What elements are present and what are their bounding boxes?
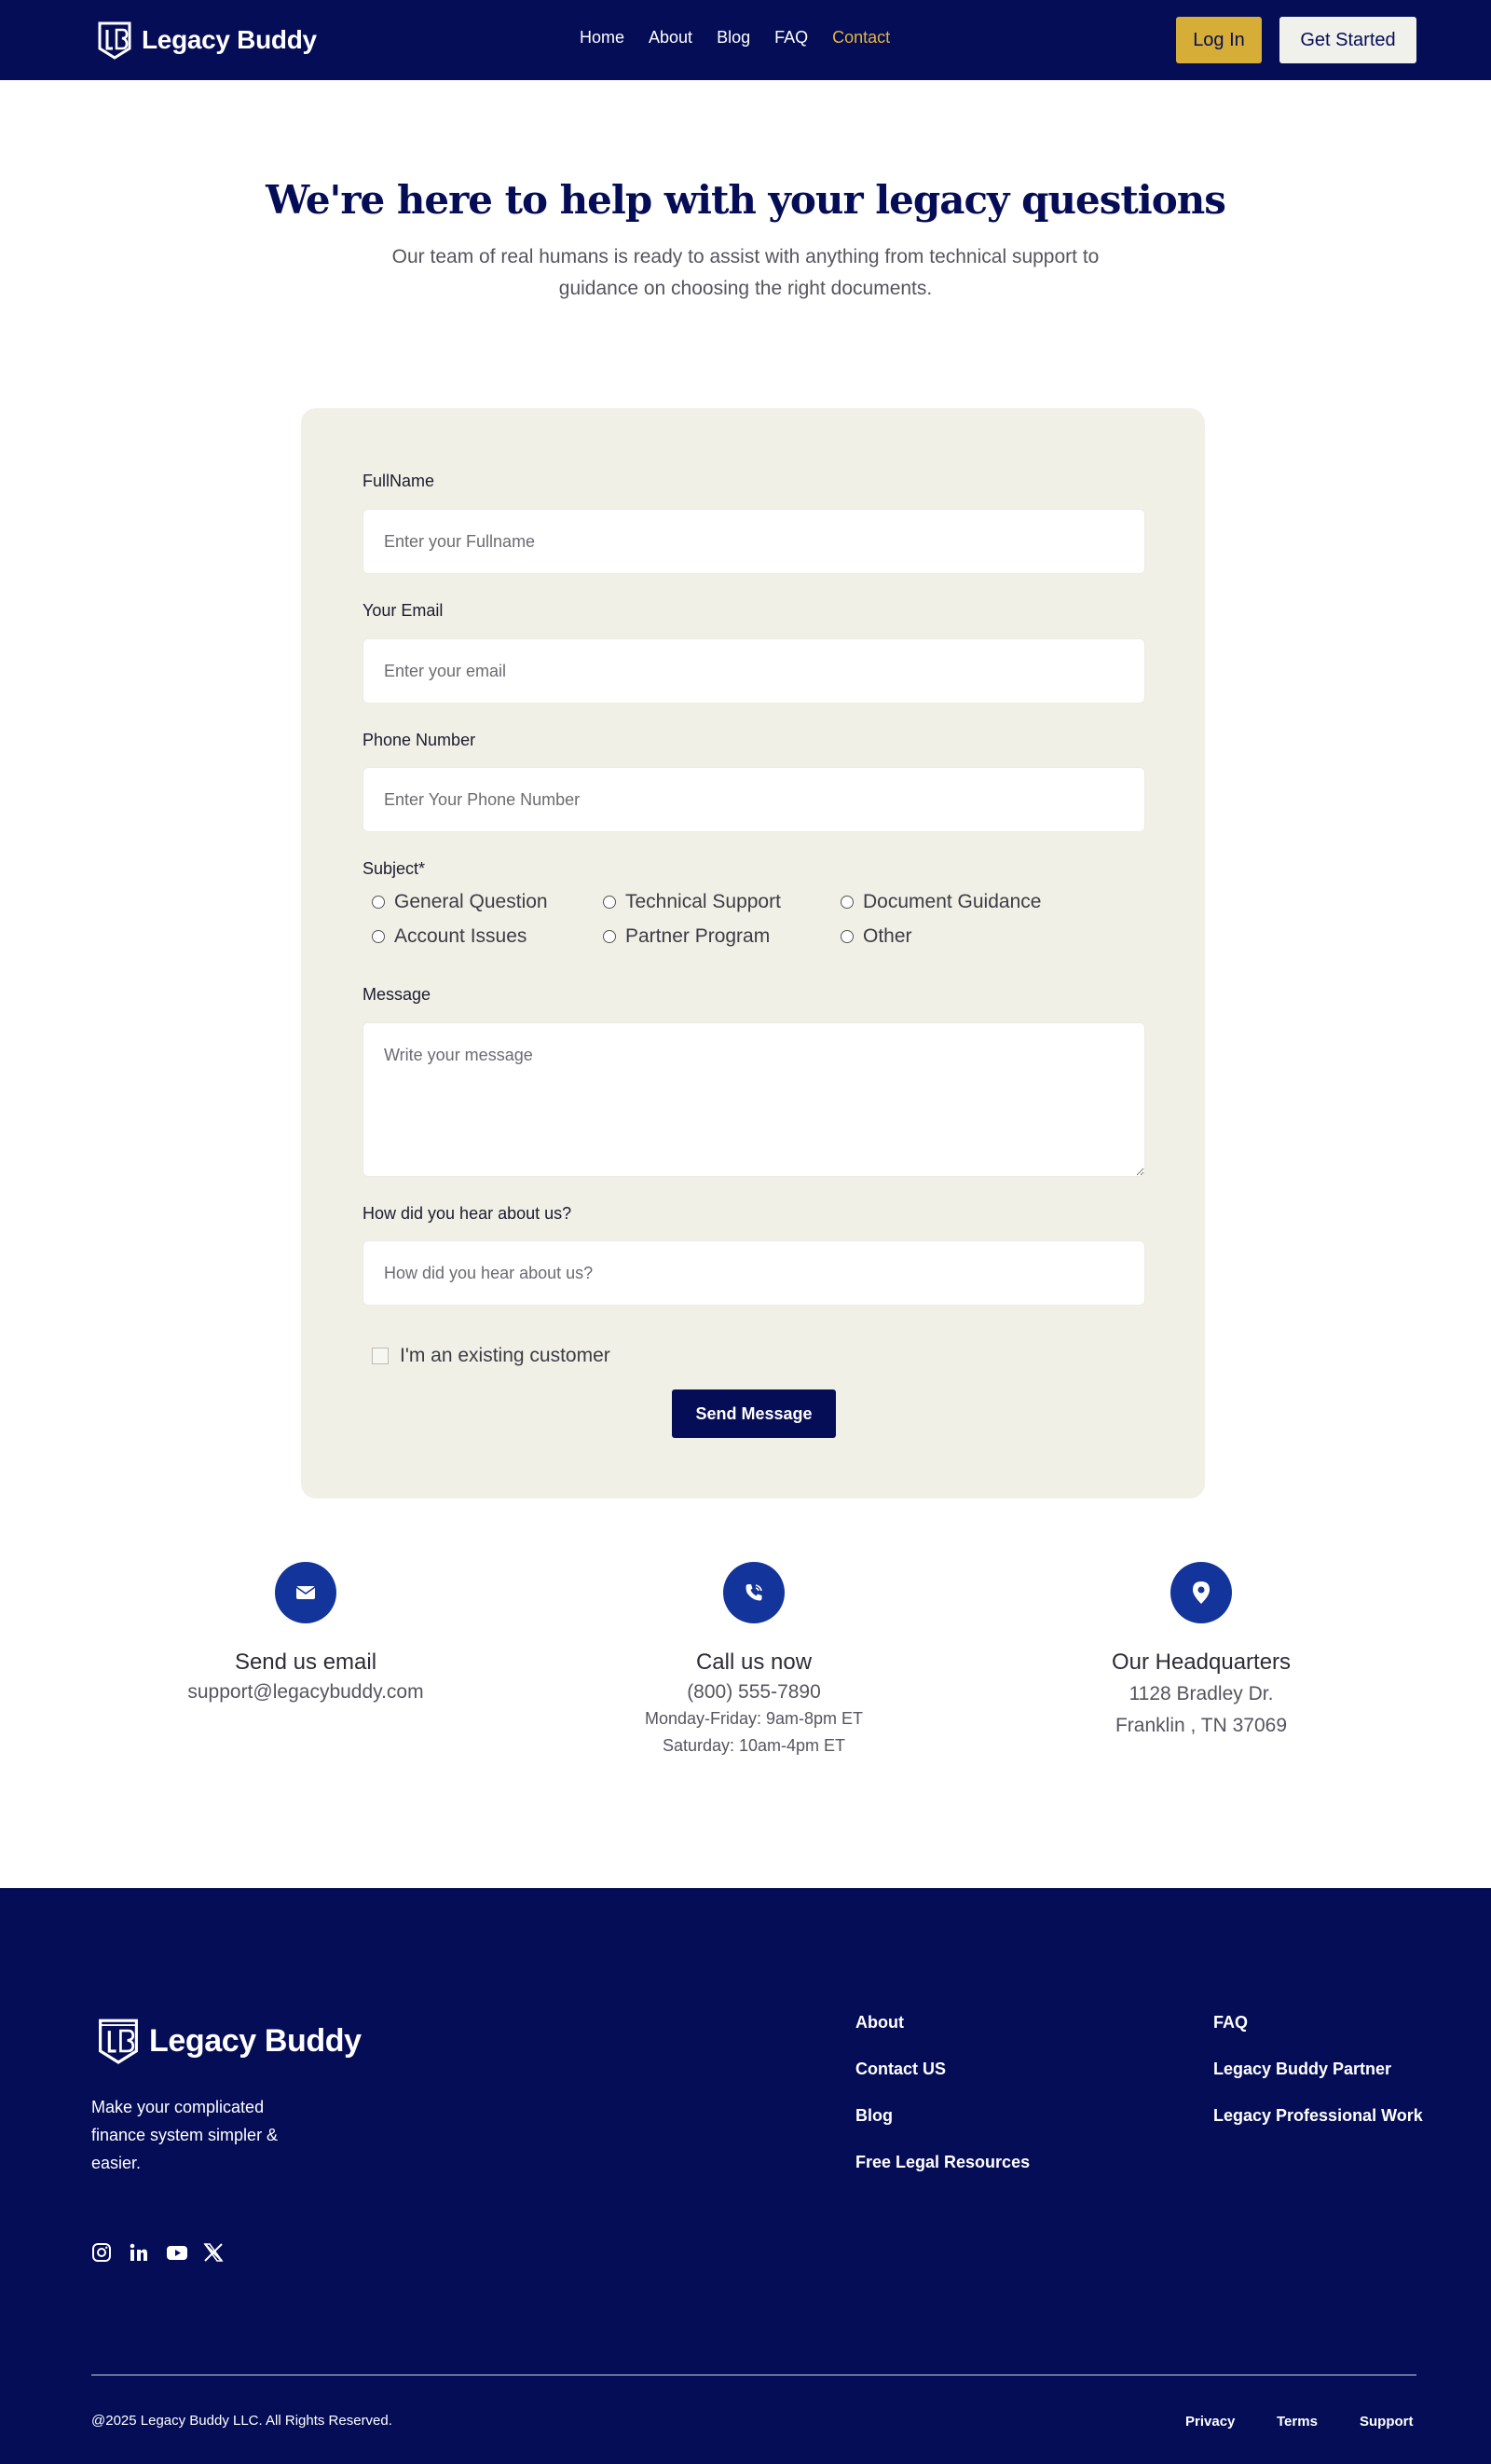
page-title: We're here to help with your legacy questions xyxy=(266,177,1225,223)
footer-tagline: Make your complicated finance system simpler & easier. xyxy=(91,2098,279,2172)
map-pin-icon xyxy=(1170,1562,1232,1623)
contact-email-block xyxy=(101,1562,511,1704)
hq-title: Our Headquarters xyxy=(1111,1650,1292,1675)
nav-contact[interactable]: Contact xyxy=(832,28,891,47)
existing-customer-checkbox[interactable] xyxy=(372,1345,610,1367)
fullname-input[interactable] xyxy=(362,509,1145,574)
email-input[interactable] xyxy=(362,638,1145,704)
footer-link-about[interactable]: About xyxy=(855,2013,904,2032)
nav-faq[interactable]: FAQ xyxy=(774,28,809,47)
x-icon[interactable] xyxy=(203,2242,224,2263)
message-label: Message xyxy=(362,985,431,1004)
radio-label: Technical Support xyxy=(625,891,781,912)
footer-brand-logo[interactable] xyxy=(97,2017,362,2065)
radio-icon[interactable] xyxy=(603,930,616,943)
radio-label: Other xyxy=(863,925,912,947)
contact-form-card xyxy=(301,408,1205,1499)
fullname-label: FullName xyxy=(362,472,435,490)
footer-link-faq[interactable]: FAQ xyxy=(1213,2013,1249,2032)
brand-name: Legacy Buddy xyxy=(142,25,317,54)
contact-hq-block xyxy=(996,1562,1406,1737)
page-subtitle: Our team of real humans is ready to assist with anything from technical support to guidance on choosing the right documents. xyxy=(391,246,1100,299)
footer-link-privacy[interactable]: Privacy xyxy=(1185,2414,1236,2430)
subject-option-account[interactable] xyxy=(372,925,527,948)
radio-label: General Question xyxy=(394,891,548,912)
nav-blog[interactable]: Blog xyxy=(717,28,751,47)
radio-label: Document Guidance xyxy=(863,891,1042,912)
linkedin-icon[interactable] xyxy=(129,2242,149,2263)
radio-icon[interactable] xyxy=(603,896,616,909)
message-textarea[interactable] xyxy=(362,1022,1145,1177)
radio-label: Partner Program xyxy=(625,925,771,947)
site-footer xyxy=(0,1888,1491,2464)
phone-icon xyxy=(723,1562,785,1623)
hq-city: Franklin , TN 37069 xyxy=(1115,1715,1288,1736)
referral-label: How did you hear about us? xyxy=(362,1204,572,1223)
radio-icon[interactable] xyxy=(841,896,854,909)
subject-label: Subject* xyxy=(362,859,426,878)
footer-link-partner[interactable]: Legacy Buddy Partner xyxy=(1213,2060,1392,2078)
radio-icon[interactable] xyxy=(372,930,385,943)
send-message-button[interactable]: Send Message xyxy=(672,1389,836,1438)
nav-about[interactable]: About xyxy=(649,28,693,47)
brand-logo[interactable] xyxy=(97,21,317,60)
footer-link-contact[interactable]: Contact US xyxy=(855,2060,947,2078)
contact-phone-block xyxy=(549,1562,959,1756)
footer-brand-name: Legacy Buddy xyxy=(149,2022,362,2059)
email-title: Send us email xyxy=(234,1650,377,1675)
social-links xyxy=(91,2242,224,2263)
youtube-icon[interactable] xyxy=(166,2242,186,2263)
hq-street: 1128 Bradley Dr. xyxy=(1129,1683,1274,1704)
checkbox-label: I'm an existing customer xyxy=(400,1345,610,1366)
radio-label: Account Issues xyxy=(394,925,527,947)
hours-weekday: Monday-Friday: 9am-8pm ET xyxy=(644,1709,864,1728)
hours-saturday: Saturday: 10am-4pm ET xyxy=(662,1736,846,1755)
phone-label: Phone Number xyxy=(362,731,476,749)
footer-link-professional[interactable]: Legacy Professional Work xyxy=(1213,2106,1423,2125)
email-address[interactable]: support@legacybuddy.com xyxy=(187,1681,424,1703)
phone-number[interactable]: (800) 555-7890 xyxy=(687,1681,821,1703)
footer-links-col-1 xyxy=(855,2013,1030,2171)
get-started-button[interactable]: Get Started xyxy=(1279,17,1416,63)
phone-title: Call us now xyxy=(695,1650,813,1675)
instagram-icon[interactable] xyxy=(91,2242,112,2263)
referral-input[interactable] xyxy=(362,1240,1145,1306)
footer-link-support[interactable]: Support xyxy=(1360,2414,1414,2430)
envelope-icon xyxy=(275,1562,336,1623)
legacy-buddy-logo-icon xyxy=(97,21,132,60)
site-header xyxy=(0,0,1491,80)
subject-option-general[interactable] xyxy=(372,891,548,913)
copyright-text: @2025 Legacy Buddy LLC. All Rights Reserved. xyxy=(91,2413,392,2429)
subject-option-document[interactable] xyxy=(841,891,1041,913)
radio-icon[interactable] xyxy=(372,896,385,909)
subject-option-other[interactable] xyxy=(841,925,912,948)
main-nav xyxy=(580,28,890,48)
nav-home[interactable]: Home xyxy=(580,28,625,47)
email-label: Your Email xyxy=(362,601,444,620)
subject-option-technical[interactable] xyxy=(603,891,781,913)
radio-icon[interactable] xyxy=(841,930,854,943)
footer-link-blog[interactable]: Blog xyxy=(855,2106,893,2125)
login-button[interactable]: Log In xyxy=(1176,17,1262,63)
footer-links-col-2 xyxy=(1213,2013,1423,2125)
legacy-buddy-logo-icon xyxy=(97,2017,140,2065)
checkbox-icon[interactable] xyxy=(372,1348,389,1364)
phone-input[interactable] xyxy=(362,767,1145,832)
subject-option-partner[interactable] xyxy=(603,925,770,948)
footer-link-terms[interactable]: Terms xyxy=(1277,2414,1318,2430)
footer-link-legal-resources[interactable]: Free Legal Resources xyxy=(855,2153,1031,2171)
